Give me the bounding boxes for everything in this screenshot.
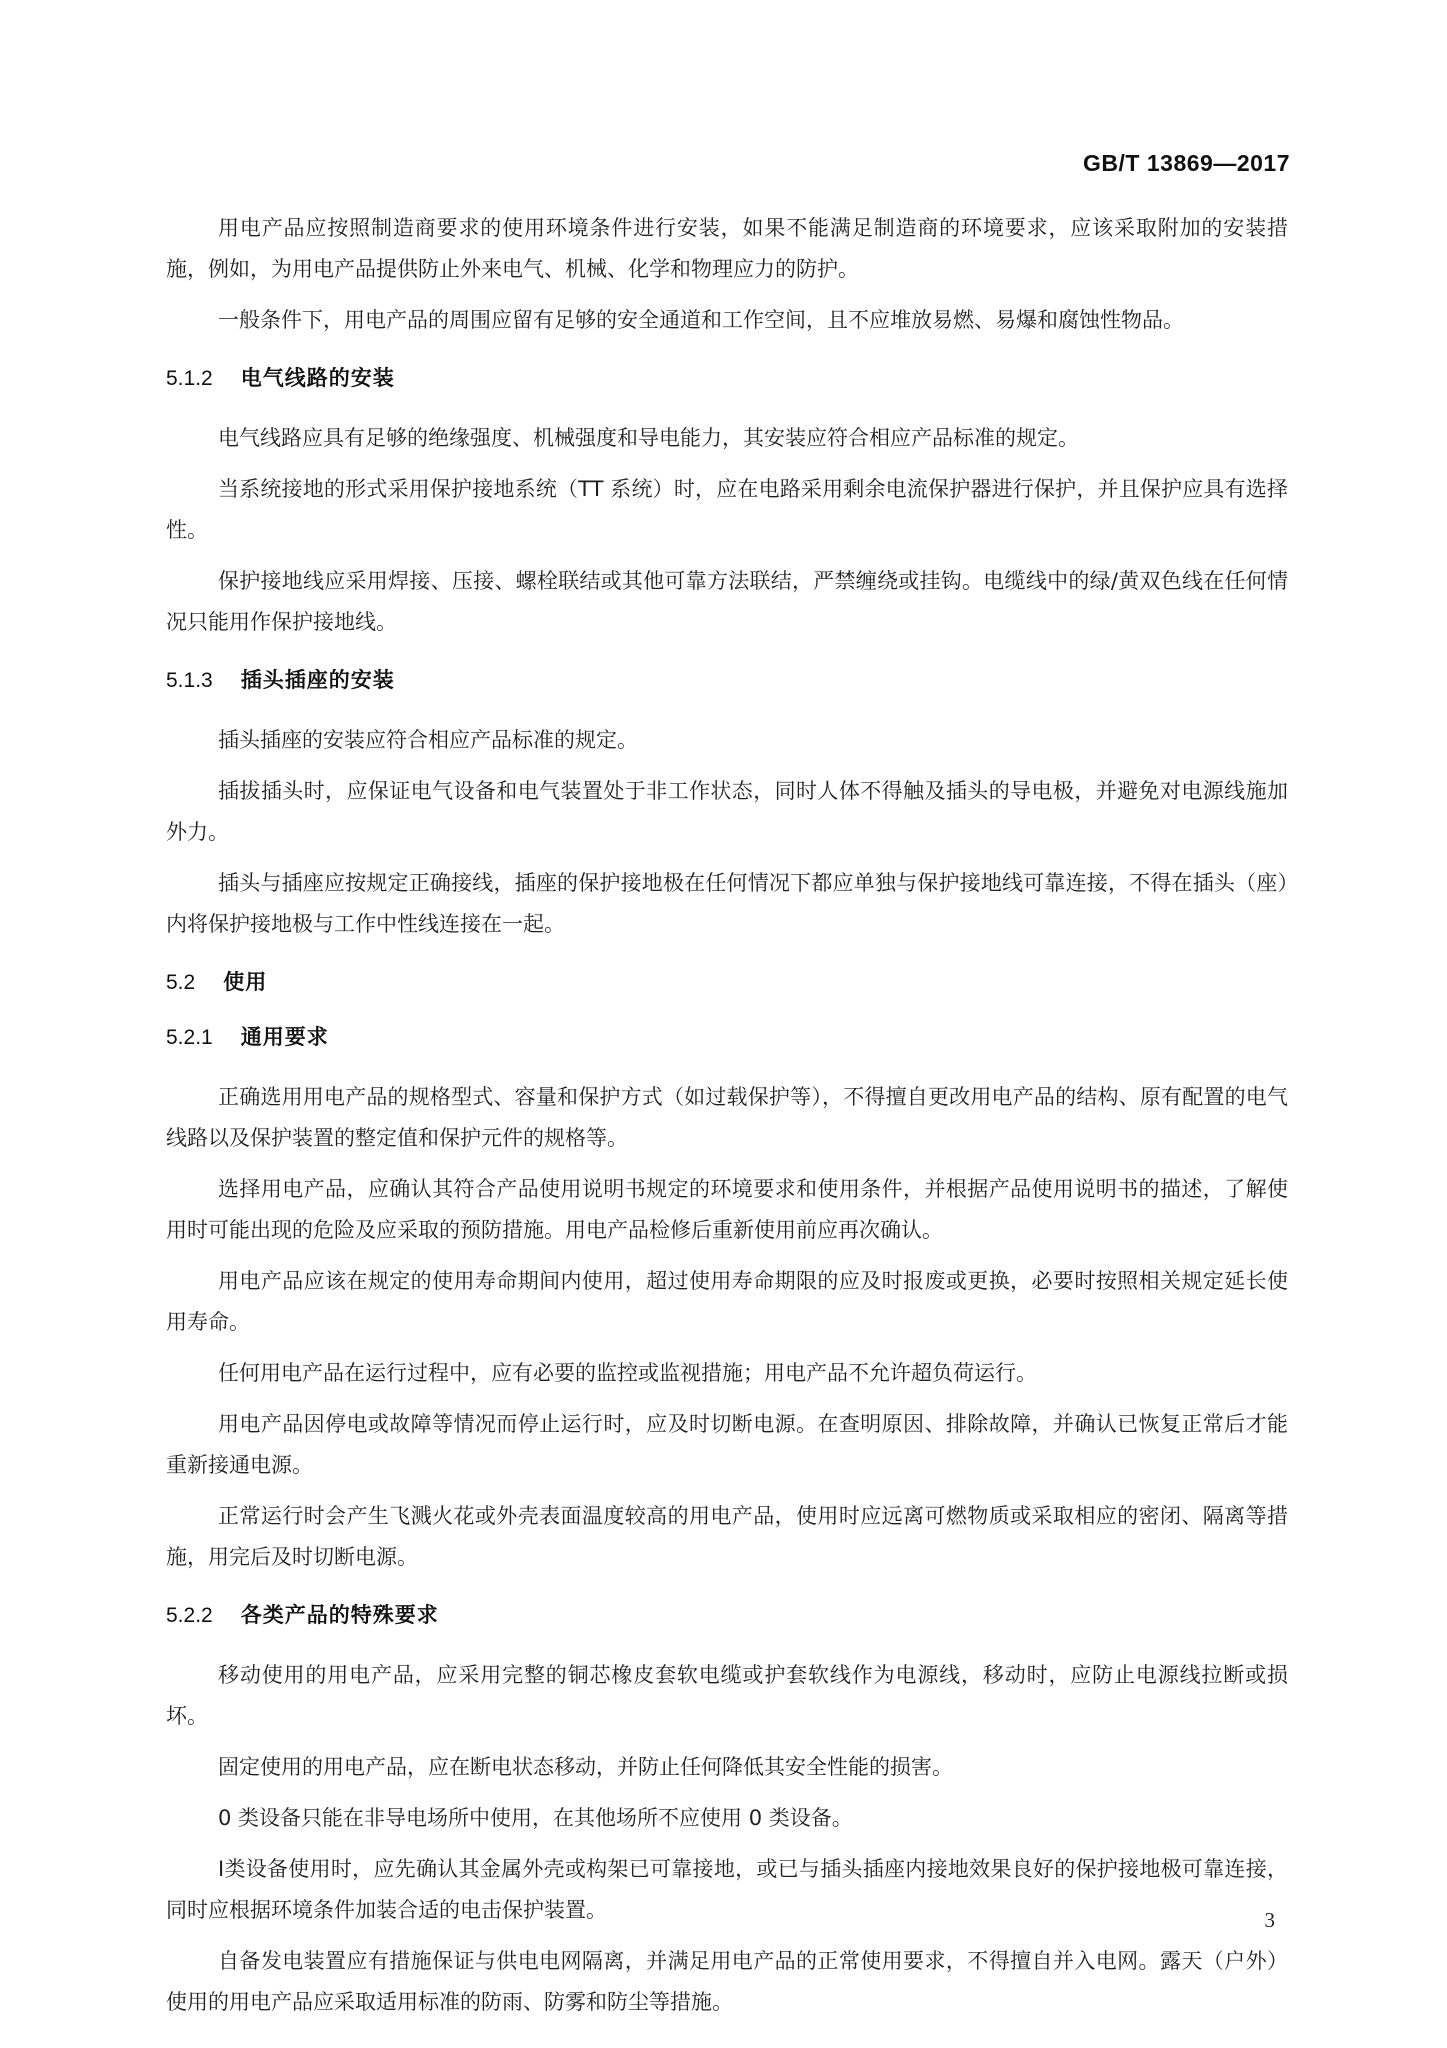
section-heading-5-1-3 [166,665,1288,696]
section-title: 各类产品的特殊要求 [240,1603,439,1627]
section-heading-5-1-2 [166,363,1288,394]
paragraph: 任何用电产品在运行过程中，应有必要的监控或监视措施；用电产品不允许超负荷运行。 [218,1361,1037,1385]
paragraph: 移动使用的用电产品，应采用完整的铜芯橡皮套软电缆或护套软线作为电源线，移动时，应防止电源线拉断或损坏。 [166,1663,1288,1728]
section-heading-5-2-2 [166,1600,1288,1631]
standard-number: GB/T 13869—2017 [1083,150,1290,176]
paragraph: 用电产品应该在规定的使用寿命期间内使用，超过使用寿命期限的应及时报废或更换，必要时按照相关规定延长使用寿命。 [166,1269,1288,1334]
section-number: 5.1.2 [166,367,213,390]
section-title: 插头插座的安装 [240,668,395,692]
paragraph: 固定使用的用电产品，应在断电状态移动，并防止任何降低其安全性能的损害。 [218,1755,953,1779]
document-body [166,208,1288,2033]
section-number: 5.1.3 [166,669,213,692]
section-title: 电气线路的安装 [240,366,395,390]
paragraph: 用电产品应按照制造商要求的使用环境条件进行安装，如果不能满足制造商的环境要求，应该采取附加的安装措施，例如，为用电产品提供防止外来电气、机械、化学和物理应力的防护。 [166,216,1288,281]
paragraph: 一般条件下，用电产品的周围应留有足够的安全通道和工作空间，且不应堆放易燃、易爆和腐蚀性物品。 [218,308,1184,332]
paragraph: 当系统接地的形式采用保护接地系统（TT 系统）时，应在电路采用剩余电流保护器进行保护，并且保护应具有选择性。 [166,477,1288,542]
section-number: 5.2 [166,971,196,994]
page-number: 3 [1264,1908,1275,1932]
paragraph: 插拔插头时，应保证电气设备和电气装置处于非工作状态，同时人体不得触及插头的导电极，并避免对电源线施加外力。 [166,779,1288,844]
section-number: 5.2.2 [166,1604,213,1627]
paragraph: Ⅰ类设备使用时，应先确认其金属外壳或构架已可靠接地，或已与插头插座内接地效果良好的保护接地极可靠连接，同时应根据环境条件加装合适的电击保护装置。 [166,1857,1288,1922]
paragraph: 正常运行时会产生飞溅火花或外壳表面温度较高的用电产品，使用时应远离可燃物质或采取相应的密闭、隔离等措施，用完后及时切断电源。 [166,1504,1288,1569]
section-number: 5.2.1 [166,1026,213,1049]
paragraph: 正确选用用电产品的规格型式、容量和保护方式（如过载保护等），不得擅自更改用电产品的结构、原有配置的电气线路以及保护装置的整定值和保护元件的规格等。 [166,1085,1288,1150]
paragraph: 插头与插座应按规定正确接线，插座的保护接地极在任何情况下都应单独与保护接地线可靠连接，不得在插头（座）内将保护接地极与工作中性线连接在一起。 [166,871,1288,936]
section-title: 通用要求 [240,1025,329,1049]
section-heading-5-2 [166,967,1288,998]
section-heading-5-2-1 [166,1022,1288,1053]
paragraph: 选择用电产品，应确认其符合产品使用说明书规定的环境要求和使用条件，并根据产品使用说明书的描述，了解使用时可能出现的危险及应采取的预防措施。用电产品检修后重新使用前应再次确认。 [166,1177,1288,1242]
paragraph: 用电产品因停电或故障等情况而停止运行时，应及时切断电源。在查明原因、排除故障，并确认已恢复正常后才能重新接通电源。 [166,1412,1288,1477]
paragraph: 0 类设备只能在非导电场所中使用，在其他场所不应使用 0 类设备。 [218,1806,853,1830]
paragraph: 保护接地线应采用焊接、压接、螺栓联结或其他可靠方法联结，严禁缠绕或挂钩。电缆线中的绿/黄双色线在任何情况只能用作保护接地线。 [166,569,1288,634]
section-title: 使用 [223,970,268,994]
paragraph: 电气线路应具有足够的绝缘强度、机械强度和导电能力，其安装应符合相应产品标准的规定。 [218,426,1079,450]
paragraph: 自备发电装置应有措施保证与供电电网隔离，并满足用电产品的正常使用要求，不得擅自并入电网。露天（户外）使用的用电产品应采取适用标准的防雨、防雾和防尘等措施。 [166,1949,1288,2014]
paragraph: 插头插座的安装应符合相应产品标准的规定。 [218,728,638,752]
